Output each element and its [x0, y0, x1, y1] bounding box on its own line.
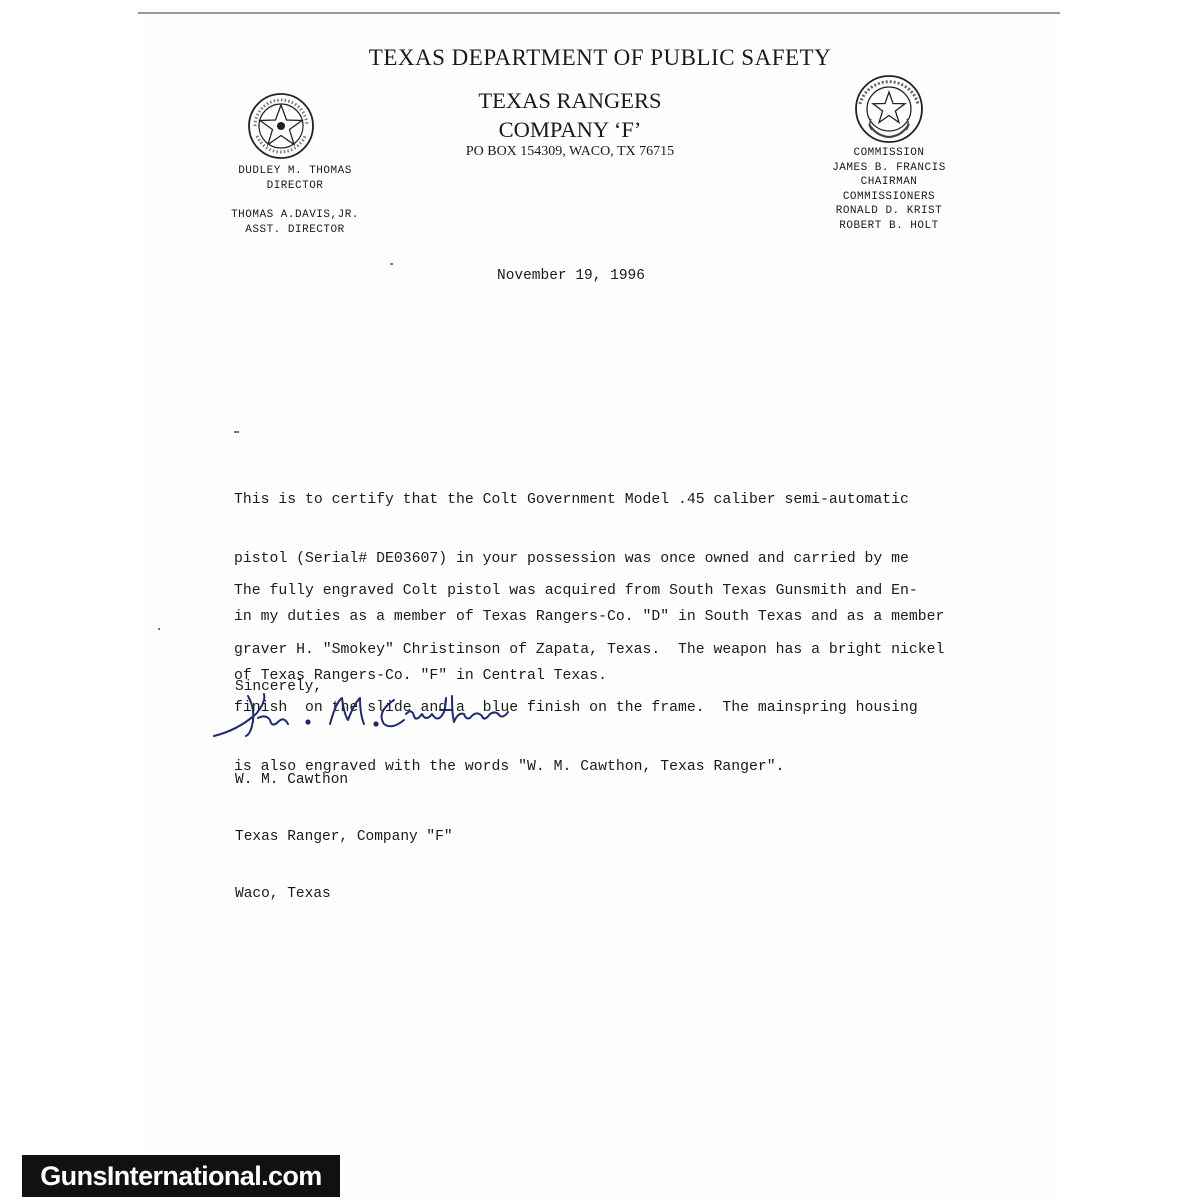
department-heading: TEXAS DEPARTMENT OF PUBLIC SAFETY [368, 45, 832, 70]
stray-mark [158, 628, 160, 630]
asst-director-block [215, 208, 375, 238]
closing-salutation: Sincerely, [235, 679, 323, 695]
commissioner-1: RONALD D. KRIST [835, 205, 943, 218]
signer-name: W. M. Cawthon [235, 772, 349, 788]
paragraph-line: is also engraved with the words "W. M. Cawthon, Texas Ranger". [234, 758, 785, 775]
director-name: DUDLEY M. THOMAS [238, 165, 352, 177]
director-block [215, 164, 375, 194]
commissioner-2: ROBERT B. HOLT [839, 219, 939, 232]
unit-line-2: COMPANY ‘F’ [498, 117, 642, 142]
stray-mark [234, 431, 239, 433]
signer-block [235, 733, 453, 923]
paragraph-line: finish on the slide and a blue finish on the frame. The mainspring housing [234, 700, 918, 716]
paragraph-line: of Texas Rangers-Co. "F" in Central Texas. [234, 667, 607, 684]
commissioners-heading: COMMISSIONERS [842, 190, 936, 203]
dps-star-seal-icon [247, 92, 315, 160]
gunsinternational-logo [22, 1155, 340, 1197]
mailing-address: PO BOX 154309, WACO, TX 76715 [465, 144, 675, 159]
logo-text: GunsInternational.com [40, 1161, 322, 1191]
paragraph-line: This is to certify that the Colt Government Model .45 caliber semi-automatic [234, 492, 909, 508]
unit-line-1: TEXAS RANGERS [478, 88, 662, 113]
asst-director-title: ASST. DIRECTOR [245, 224, 345, 236]
paragraph-line: graver H. "Smokey" Christinson of Zapata, Texas. The weapon has a bright nickel [234, 641, 945, 658]
signer-title: Texas Ranger, Company "F" [235, 829, 453, 845]
commission-block [810, 146, 968, 234]
page-top-edge [138, 12, 1060, 14]
paragraph-line: The fully engraved Colt pistol was acquired from South Texas Gunsmith and En- [234, 583, 918, 599]
chairman-name: JAMES B. FRANCIS [832, 161, 946, 174]
state-of-texas-seal-icon [852, 74, 926, 144]
commission-heading: COMMISSION [853, 147, 925, 159]
letter-date: November 19, 1996 [497, 268, 645, 284]
asst-director-name: THOMAS A.DAVIS,JR. [231, 209, 359, 221]
chairman-title: CHAIRMAN [860, 176, 918, 189]
signer-location: Waco, Texas [235, 886, 331, 902]
paragraph-line: pistol (Serial# DE03607) in your possession was once owned and carried by me [234, 550, 909, 567]
stray-mark [390, 263, 393, 265]
director-title: DIRECTOR [266, 180, 324, 192]
paragraph-line: in my duties as a member of Texas Rangers-Co. "D" in South Texas and as a member [234, 609, 945, 625]
unit-name [470, 86, 670, 144]
